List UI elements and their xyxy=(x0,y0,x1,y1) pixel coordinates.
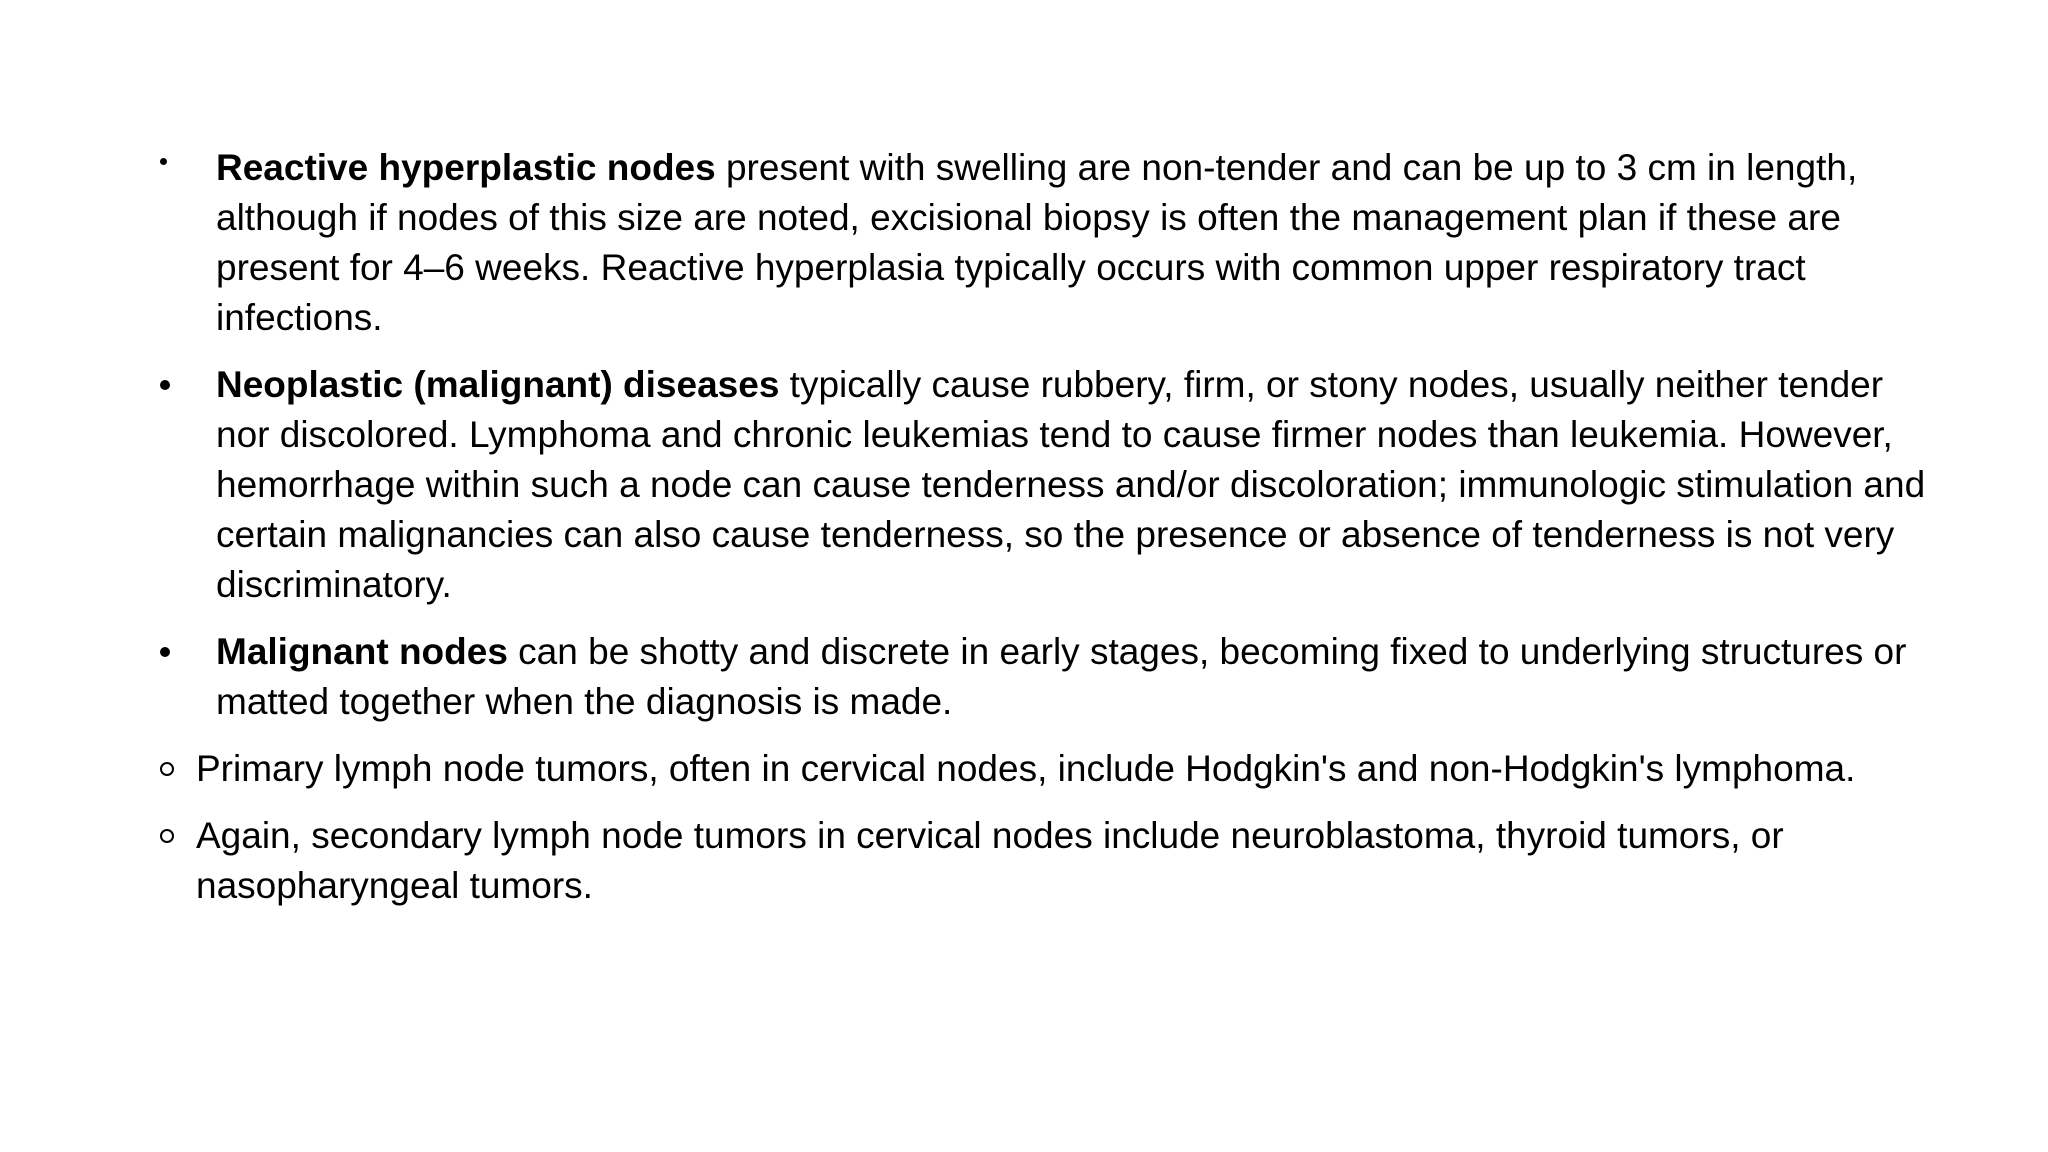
bullet-marker xyxy=(150,360,180,410)
sub-item-text: Again, secondary lymph node tumors in cervical nodes include neuroblastoma, thyroid tumors, or nasopharyngeal tumors. xyxy=(196,815,1784,906)
bullet-text: can be shotty and discrete in early stages, becoming fixed to underlying structures or matted together when the diagnosis is made. xyxy=(216,631,1907,722)
bullet-text: typically cause rubbery, firm, or stony nodes, usually neither tender nor discolored. Lymphoma and chronic leukemias tend to cause firmer nodes than leukemia. However, hemorrhage within such a node can cause tenderness and/or discoloration; immunologic stimulation and certain malignancies can also cause tenderness, so the presence or absence of tenderness is not very discriminatory. xyxy=(216,364,1926,605)
bullet-text: present with swelling are non-tender and can be up to 3 cm in length, although if nodes of this size are noted, excisional biopsy is often the management plan if these are present for 4–6 weeks. Reactive hyperplasia typically occurs with common upper respiratory tract infections. xyxy=(216,147,1858,338)
slide-content xyxy=(150,143,1940,928)
bullet-marker xyxy=(150,143,180,193)
sub-item-secondary-tumors xyxy=(150,811,1940,911)
bullet-heading: Neoplastic (malignant) diseases xyxy=(216,364,780,405)
sub-item-primary-tumors xyxy=(150,744,1940,794)
bullet-item-malignant xyxy=(150,627,1940,727)
sub-item-text: Primary lymph node tumors, often in cervical nodes, include Hodgkin's and non-Hodgkin's lymphoma. xyxy=(196,748,1856,789)
circle-marker xyxy=(150,811,180,861)
bullet-heading: Malignant nodes xyxy=(216,631,508,672)
bullet-marker xyxy=(150,627,180,677)
bullet-item-reactive xyxy=(150,143,1940,343)
bullet-item-neoplastic xyxy=(150,360,1940,610)
bullet-heading: Reactive hyperplastic nodes xyxy=(216,147,716,188)
circle-marker xyxy=(150,744,180,794)
